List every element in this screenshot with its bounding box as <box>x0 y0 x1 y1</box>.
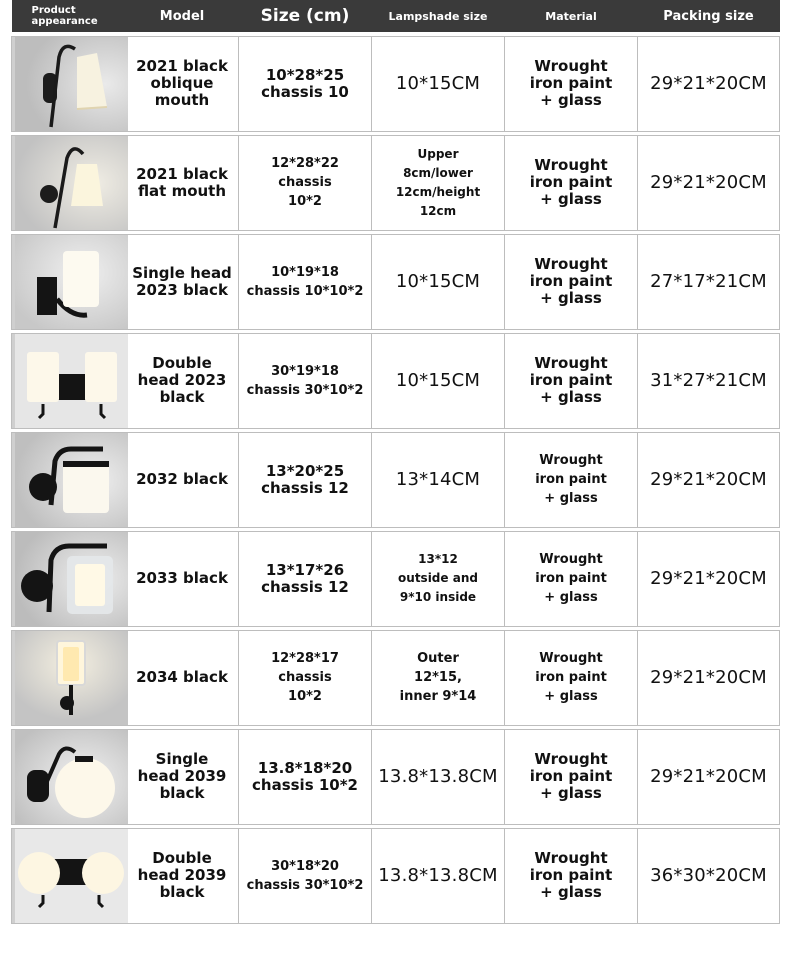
material-cell: Wrought iron paint + glass <box>505 36 638 131</box>
model-cell: Single head 2023 black <box>126 234 239 329</box>
product-image <box>12 432 126 527</box>
material-cell: Wrought iron paint + glass <box>505 828 638 923</box>
lampshade-cell: 10*15CM <box>372 333 505 428</box>
material-cell: Wrought iron paint + glass <box>505 432 638 527</box>
header-appearance: Product appearance <box>12 0 126 32</box>
header-packing-size: Packing size <box>638 0 780 32</box>
product-image <box>12 729 126 824</box>
size-cell: 10*28*25 chassis 10 <box>239 36 372 131</box>
material-cell: Wrought iron paint + glass <box>505 135 638 230</box>
material-cell: Wrought iron paint + glass <box>505 729 638 824</box>
model-cell: 2021 black oblique mouth <box>126 36 239 131</box>
table-row <box>12 630 780 725</box>
model-cell: 2021 black flat mouth <box>126 135 239 230</box>
double-glass-lamp-icon <box>15 532 128 626</box>
packing-cell: 29*21*20CM <box>638 432 780 527</box>
product-image <box>12 531 126 626</box>
table-row <box>12 135 780 230</box>
packing-cell: 29*21*20CM <box>638 531 780 626</box>
packing-cell: 31*27*21CM <box>638 333 780 428</box>
packing-cell: 29*21*20CM <box>638 36 780 131</box>
material-cell: Wrought iron paint + glass <box>505 234 638 329</box>
model-cell: 2033 black <box>126 531 239 626</box>
model-cell: Single head 2039 black <box>126 729 239 824</box>
size-cell: 13*17*26 chassis 12 <box>239 531 372 626</box>
size-cell: 12*28*22 chassis 10*2 <box>239 135 372 230</box>
lampshade-cell: 10*15CM <box>372 234 505 329</box>
packing-cell: 27*17*21CM <box>638 234 780 329</box>
hook-arm-lamp-icon <box>15 433 128 527</box>
double-globe-lamp-icon <box>15 829 128 923</box>
material-cell: Wrought iron paint + glass <box>505 630 638 725</box>
lampshade-cell: 10*15CM <box>372 36 505 131</box>
lampshade-cell: 13.8*13.8CM <box>372 729 505 824</box>
model-cell: 2034 black <box>126 630 239 725</box>
packing-cell: 29*21*20CM <box>638 630 780 725</box>
model-cell: Double head 2023 black <box>126 333 239 428</box>
oblique-shade-lamp-icon <box>15 37 128 131</box>
packing-cell: 36*30*20CM <box>638 828 780 923</box>
packing-cell: 29*21*20CM <box>638 135 780 230</box>
model-cell: 2032 black <box>126 432 239 527</box>
product-image <box>12 630 126 725</box>
header-model: Model <box>126 0 239 32</box>
size-cell: 30*18*20 chassis 30*10*2 <box>239 828 372 923</box>
flat-shade-lamp-icon <box>15 136 128 230</box>
size-cell: 10*19*18 chassis 10*10*2 <box>239 234 372 329</box>
table-row <box>12 531 780 626</box>
table-row <box>12 234 780 329</box>
product-image <box>12 234 126 329</box>
table-row <box>12 729 780 824</box>
single-globe-lamp-icon <box>15 730 128 824</box>
double-cylinder-lamp-icon <box>15 334 128 428</box>
table-row <box>12 828 780 923</box>
lampshade-cell: 13*14CM <box>372 432 505 527</box>
spec-table <box>11 0 780 924</box>
size-cell: 30*19*18 chassis 30*10*2 <box>239 333 372 428</box>
table-row <box>12 333 780 428</box>
header-size: Size (cm) <box>239 0 372 32</box>
size-cell: 13.8*18*20 chassis 10*2 <box>239 729 372 824</box>
size-cell: 12*28*17 chassis 10*2 <box>239 630 372 725</box>
size-cell: 13*20*25 chassis 12 <box>239 432 372 527</box>
header-material: Material <box>505 0 638 32</box>
product-image <box>12 828 126 923</box>
table-row <box>12 432 780 527</box>
product-image <box>12 135 126 230</box>
lampshade-cell: 13.8*13.8CM <box>372 828 505 923</box>
header-row <box>12 0 780 32</box>
lampshade-cell: Upper 8cm/lower 12cm/height 12cm <box>372 135 505 230</box>
model-cell: Double head 2039 black <box>126 828 239 923</box>
single-cylinder-lamp-icon <box>15 235 128 329</box>
lampshade-cell: Outer 12*15, inner 9*14 <box>372 630 505 725</box>
lampshade-cell: 13*12 outside and 9*10 inside <box>372 531 505 626</box>
packing-cell: 29*21*20CM <box>638 729 780 824</box>
slim-tube-lamp-icon <box>15 631 128 725</box>
material-cell: Wrought iron paint + glass <box>505 333 638 428</box>
product-image <box>12 36 126 131</box>
material-cell: Wrought iron paint + glass <box>505 531 638 626</box>
header-lampshade-size: Lampshade size <box>372 0 505 32</box>
table-row <box>12 36 780 131</box>
product-image <box>12 333 126 428</box>
